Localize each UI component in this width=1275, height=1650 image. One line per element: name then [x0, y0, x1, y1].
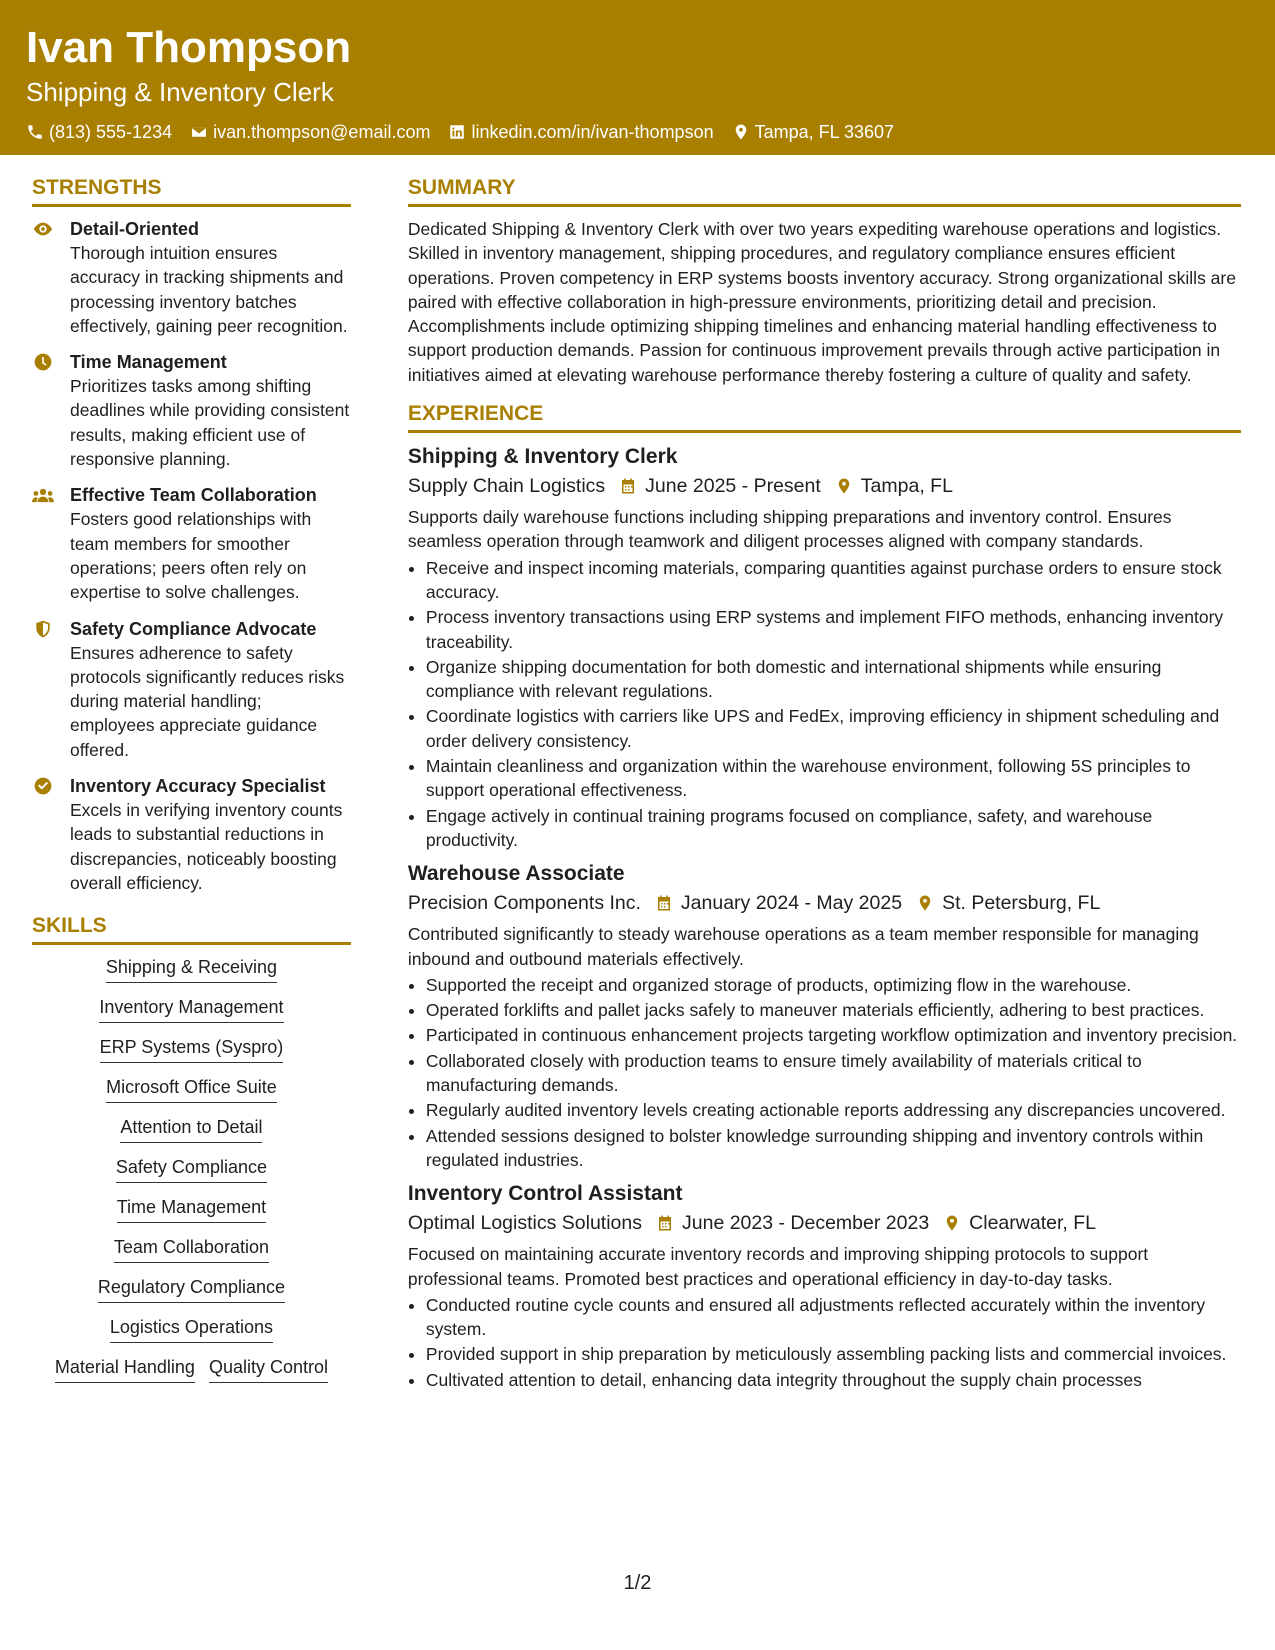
- clock-icon: [32, 352, 54, 372]
- job-bullet: • Provided support in ship preparation by meticulously assembling packing lists and commercial invoices.: [426, 1342, 1241, 1366]
- job-bullet: • Participated in continuous enhancement projects targeting workflow optimization and inventory precision.: [426, 1023, 1241, 1047]
- job-location: Clearwater, FL: [969, 1212, 1096, 1235]
- job-bullet: • Regularly audited inventory levels creating actionable reports addressing any discrepancies uncovered.: [426, 1098, 1241, 1122]
- strength-title: Detail-Oriented: [70, 219, 200, 239]
- skill-tag: Logistics Operations: [110, 1315, 273, 1343]
- job-bullet: • Supported the receipt and organized storage of products, optimizing flow in the warehouse.: [426, 973, 1241, 997]
- candidate-name: Ivan Thompson: [26, 23, 352, 72]
- skill-tag: Regulatory Compliance: [98, 1275, 285, 1303]
- job-bullet: • Collaborated closely with production teams to ensure timely availability of materials critical to manufacturing demands.: [426, 1049, 1241, 1098]
- job-description: Supports daily warehouse functions including shipping preparations and inventory control. Ensures seamless operation through teamwork and diligent processes aligned with company standards.: [407, 507, 1172, 552]
- map-pin-icon: [732, 123, 750, 141]
- job-bullet: • Engage actively in continual training programs focused on compliance, safety, and warehouse productivity.: [426, 804, 1241, 853]
- job-meta: [408, 471, 1241, 501]
- resume-header: [0, 0, 1275, 155]
- strength-desc: Excels in verifying inventory counts leads to substantial reductions in discrepancies, noticeably boosting overall efficiency.: [70, 800, 343, 893]
- map-pin-icon: [916, 894, 934, 912]
- right-column: [408, 175, 1241, 1400]
- job-description: Focused on maintaining accurate inventory records and improving shipping protocols to support professional teams. Promoted best practices and operational efficiency in day-to-day tasks.: [407, 1244, 1149, 1289]
- calendar-icon: [656, 1214, 674, 1232]
- skill-tag: Team Collaboration: [114, 1235, 269, 1263]
- summary-text: Dedicated Shipping & Inventory Clerk with over two years expediting warehouse operations and logistics. Skilled in inventory management, shipping procedures, and regulatory compliance ensures efficient operations. Proven competency in ERP systems boosts inventory accuracy. Strong organizational skills are paired with effective collaboration in high-pressure environments, prioritizing detail and precision. Accomplishments include optimizing shipping timelines and enhancing material handling effectiveness to support production demands. Passion for continuous improvement prevails through active participation in initiatives aimed at elevating warehouse performance thereby fostering a culture of quality and safety.: [407, 219, 1236, 385]
- job-meta: [408, 1208, 1241, 1238]
- skill-tag: Microsoft Office Suite: [106, 1075, 277, 1103]
- job-description: Contributed significantly to steady warehouse operations as a team member responsible for managing inbound and outbound materials effectively.: [407, 924, 1199, 969]
- job-title: Warehouse Associate: [407, 862, 625, 886]
- strength-item: [32, 617, 351, 762]
- strength-title: Time Management: [70, 352, 227, 373]
- contact-linkedin[interactable]: [448, 120, 713, 144]
- location-text: Tampa, FL 33607: [754, 122, 895, 142]
- strength-item: [32, 350, 351, 471]
- skill-tag: Safety Compliance: [116, 1155, 267, 1183]
- job-bullets: [408, 1293, 1241, 1392]
- summary-heading: SUMMARY: [408, 175, 1241, 207]
- job-bullets: [408, 973, 1241, 1172]
- job-bullet: • Maintain cleanliness and organization within the warehouse environment, following 5S principles to support operational effectiveness.: [426, 754, 1241, 803]
- strength-item: [32, 217, 351, 338]
- job-bullet: • Organize shipping documentation for both domestic and international shipments while ensuring compliance with relevant regulations.: [426, 655, 1241, 704]
- experience-heading: EXPERIENCE: [408, 401, 1241, 433]
- shield-icon: [32, 619, 54, 639]
- map-pin-icon: [835, 477, 853, 495]
- phone-text: (813) 555-1234: [49, 122, 173, 142]
- strength-title: Inventory Accuracy Specialist: [70, 776, 326, 797]
- skill-tag: Attention to Detail: [120, 1115, 262, 1143]
- contact-bar: [26, 120, 1249, 144]
- skill-tag: Time Management: [117, 1195, 266, 1223]
- strength-desc: Ensures adherence to safety protocols significantly reduces risks during material handling; employees appreciate guidance offered.: [70, 642, 345, 760]
- skills-list: [32, 955, 351, 1383]
- contact-location: [732, 120, 894, 144]
- contact-email[interactable]: [190, 120, 430, 144]
- left-column: [32, 175, 351, 1400]
- envelope-icon: [190, 123, 208, 141]
- strength-item: [32, 774, 351, 895]
- job-title: Shipping & Inventory Clerk: [407, 445, 678, 469]
- job-bullet: • Cultivated attention to detail, enhancing data integrity throughout the supply chain processes: [426, 1368, 1241, 1392]
- users-icon: [32, 485, 54, 505]
- job-dates: June 2023 - December 2023: [682, 1212, 930, 1235]
- job-location: St. Petersburg, FL: [942, 892, 1101, 915]
- job-meta: [408, 888, 1241, 918]
- job-bullet: • Process inventory transactions using ERP systems and implement FIFO methods, enhancing inventory traceability.: [426, 605, 1241, 654]
- strength-desc: Fosters good relationships with team members for smoother operations; peers often rely on expertise to solve challenges.: [70, 509, 312, 603]
- job-company: Supply Chain Logistics: [407, 475, 606, 498]
- skill-tag: Inventory Management: [99, 995, 283, 1023]
- eye-icon: [32, 219, 54, 239]
- job-entry: [408, 443, 1241, 852]
- strength-title: Effective Team Collaboration: [70, 485, 317, 506]
- skill-tag: Shipping & Receiving: [106, 955, 277, 983]
- job-title: Inventory Control Assistant: [407, 1182, 683, 1206]
- skill-tag: Quality Control: [209, 1355, 328, 1383]
- job-bullet: • Conducted routine cycle counts and ensured all adjustments reflected accurately within the inventory system.: [426, 1293, 1241, 1342]
- strength-item: [32, 483, 351, 604]
- job-bullet: • Coordinate logistics with carriers like UPS and FedEx, improving efficiency in shipment scheduling and order delivery consistency.: [426, 704, 1241, 753]
- skill-tag: ERP Systems (Syspro): [100, 1035, 284, 1063]
- linkedin-icon: [448, 123, 466, 141]
- job-bullet: • Attended sessions designed to bolster knowledge surrounding shipping and inventory controls within regulated industries.: [426, 1124, 1241, 1173]
- skill-tag: Material Handling: [55, 1355, 195, 1383]
- page-number: 1/2: [623, 1572, 652, 1594]
- job-company: Precision Components Inc.: [407, 892, 641, 915]
- job-location: Tampa, FL: [860, 475, 953, 498]
- job-bullet: • Operated forklifts and pallet jacks safely to maneuver materials efficiently, adhering to best practices.: [426, 998, 1241, 1022]
- job-company: Optimal Logistics Solutions: [407, 1212, 642, 1235]
- check-circle-icon: [32, 776, 54, 796]
- contact-phone[interactable]: [26, 120, 172, 144]
- strength-title: Safety Compliance Advocate: [70, 618, 317, 639]
- strength-desc: Thorough intuition ensures accuracy in tracking shipments and processing inventory batches effectively, gaining peer recognition.: [70, 243, 348, 336]
- resume-body: [0, 155, 1275, 1400]
- calendar-icon: [619, 477, 637, 495]
- candidate-title: Shipping & Inventory Clerk: [26, 77, 334, 107]
- job-entry: [408, 1180, 1241, 1392]
- phone-icon: [26, 123, 44, 141]
- job-bullets: [408, 556, 1241, 853]
- job-bullet: • Receive and inspect incoming materials, comparing quantities against purchase orders to ensure stock accuracy.: [426, 556, 1241, 605]
- strength-desc: Prioritizes tasks among shifting deadlines while providing consistent results, making efficient use of responsive planning.: [70, 376, 350, 470]
- strengths-heading: STRENGTHS: [32, 175, 351, 207]
- job-dates: January 2024 - May 2025: [680, 892, 903, 915]
- calendar-icon: [655, 894, 673, 912]
- linkedin-text: linkedin.com/in/ivan-thompson: [471, 122, 714, 142]
- job-dates: June 2025 - Present: [645, 475, 821, 498]
- skills-heading: SKILLS: [32, 913, 351, 945]
- email-text: ivan.thompson@email.com: [213, 122, 431, 142]
- map-pin-icon: [943, 1214, 961, 1232]
- job-entry: [408, 860, 1241, 1172]
